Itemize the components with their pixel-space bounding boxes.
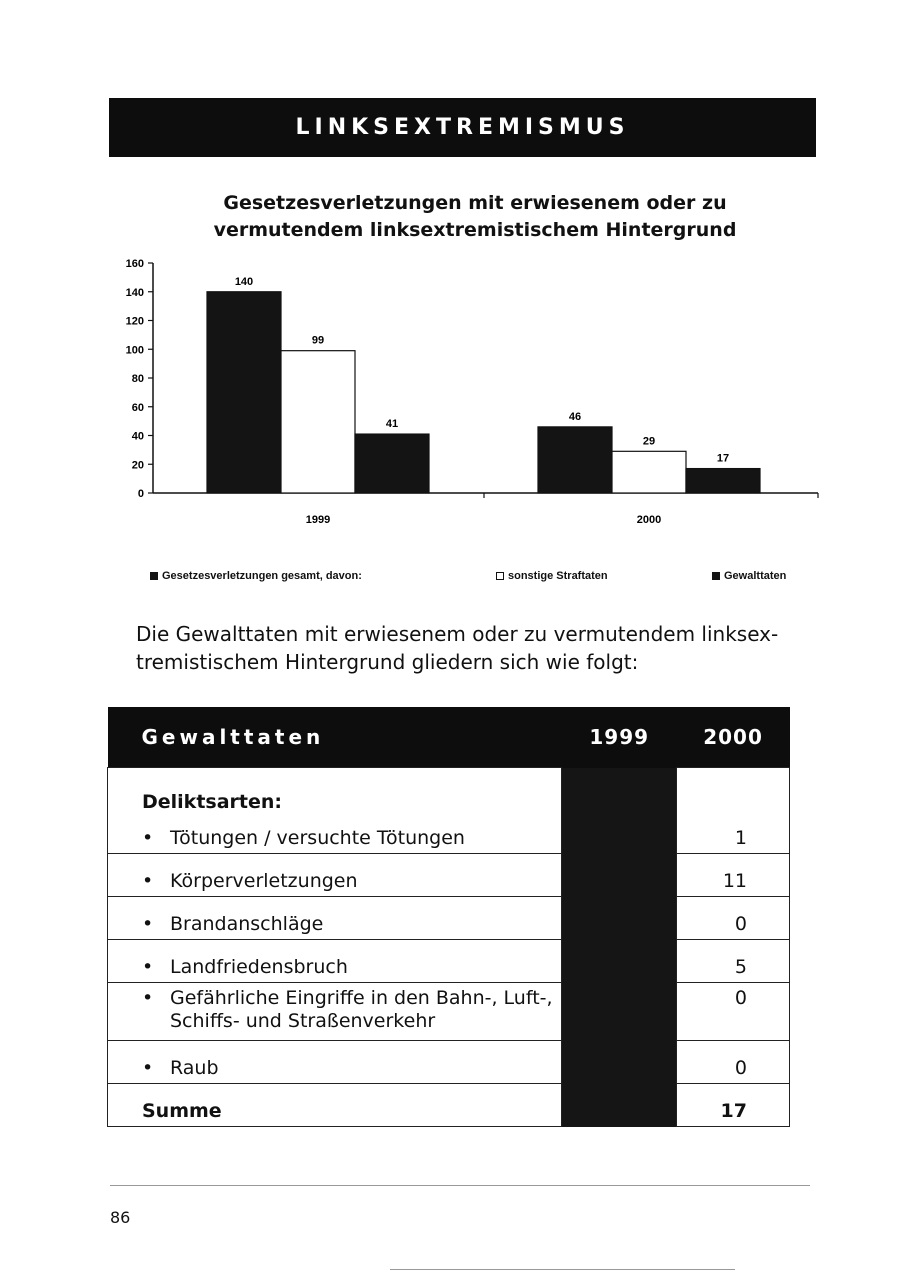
table-row [108,983,790,1041]
table-header-row [108,707,790,768]
banner-title: LINKSEXTREMISMUS [295,115,630,140]
data-label: 29 [642,435,656,448]
legend-label-total: Gesetzesverletzungen gesamt, davon: [162,570,362,582]
row-value-2000: 1 [677,768,790,854]
row-value-2000: 0 [677,983,790,1041]
row-cell-label [108,897,562,940]
legend-swatch-other [496,572,504,580]
data-label: 99 [311,334,325,347]
row-label: Landfriedensbruch [170,956,348,978]
intro-line2: tremistischem Hintergrund gliedern sich wie folgt: [136,650,639,674]
legend-label-other: sonstige Straftaten [508,570,608,582]
bullet-icon: • [142,870,154,892]
table-row [108,1041,790,1084]
violence-table [107,707,790,1127]
y-tick-label: 20 [131,459,144,472]
row-value-2000: 0 [677,1041,790,1084]
y-tick-label: 0 [137,488,144,500]
legend-swatch-total [150,572,158,580]
bar-2000-0 [538,427,612,493]
header-gewalttaten: Gewalttaten [108,707,562,768]
legend-item-total [150,570,362,582]
bar-2000-1 [612,451,686,493]
section-label: Deliktsarten: [142,791,282,813]
row-value-2000: 11 [677,854,790,897]
row-label: Gefährliche Eingriffe in den Bahn-, Luft-, Schiffs- und Straßenverkehr [170,987,553,1032]
table-row [108,897,790,940]
bar-chart [0,0,900,560]
legend-swatch-violence [712,572,720,580]
table-row [108,940,790,983]
bar-2000-2 [686,469,760,493]
row-label: Körperverletzungen [170,870,358,892]
row-cell-label [108,940,562,983]
row-cell-label [108,854,562,897]
y-tick-label: 40 [131,430,144,443]
legend-item-violence [712,570,786,582]
chart-title-line2: vermutendem linksextremistischem Hintergrund [213,219,737,241]
y-tick-label: 80 [131,373,144,385]
row-label: Raub [170,1057,219,1079]
data-label: 41 [385,418,399,431]
bullet-icon: • [142,987,154,1009]
legend-label-violence: Gewalttaten [724,570,787,582]
x-tick-label: 2000 [636,514,662,526]
y-tick-label: 100 [125,344,144,357]
bar-1999-1 [281,351,355,493]
table-row [108,768,790,854]
bullet-icon: • [142,827,154,849]
cell-1999-blacked-out [562,768,677,1127]
data-label: 46 [568,410,582,423]
row-value-2000: 5 [677,940,790,983]
row-label: Tötungen / versuchte Tötungen [170,827,465,849]
y-tick-label: 140 [125,286,144,299]
row-value-2000: 0 [677,897,790,940]
bullet-icon: • [142,956,154,978]
sum-label: Summe [108,1084,562,1127]
y-tick-label: 60 [131,401,144,414]
row-cell-label [108,983,562,1041]
bullet-icon: • [142,1057,154,1079]
header-2000: 2000 [677,707,790,768]
intro-line1: Die Gewalttaten mit erwiesenem oder zu vermutendem linksex- [136,622,779,646]
bullet-icon: • [142,913,154,935]
footer-rule [110,1185,810,1186]
row-cell-label [108,1041,562,1084]
table-sum-row [108,1084,790,1127]
row-label: Brandanschläge [170,913,324,935]
bar-1999-0 [207,292,281,493]
row-cell-label [108,768,562,854]
header-1999: 1999 [562,707,677,768]
chart-title-line1: Gesetzesverletzungen mit erwiesenem oder zu [223,192,727,214]
bar-1999-2 [355,434,429,493]
footer-rule-bottom [390,1269,735,1270]
y-tick-label: 160 [125,258,144,270]
page-number: 86 [110,1208,131,1227]
sum-value-2000: 17 [677,1084,790,1127]
legend-item-other [496,570,608,582]
y-tick-label: 120 [125,315,144,328]
x-tick-label: 1999 [305,514,331,526]
data-label: 17 [716,452,730,465]
data-label: 140 [234,275,254,288]
table-row [108,854,790,897]
intro-paragraph [136,620,816,676]
